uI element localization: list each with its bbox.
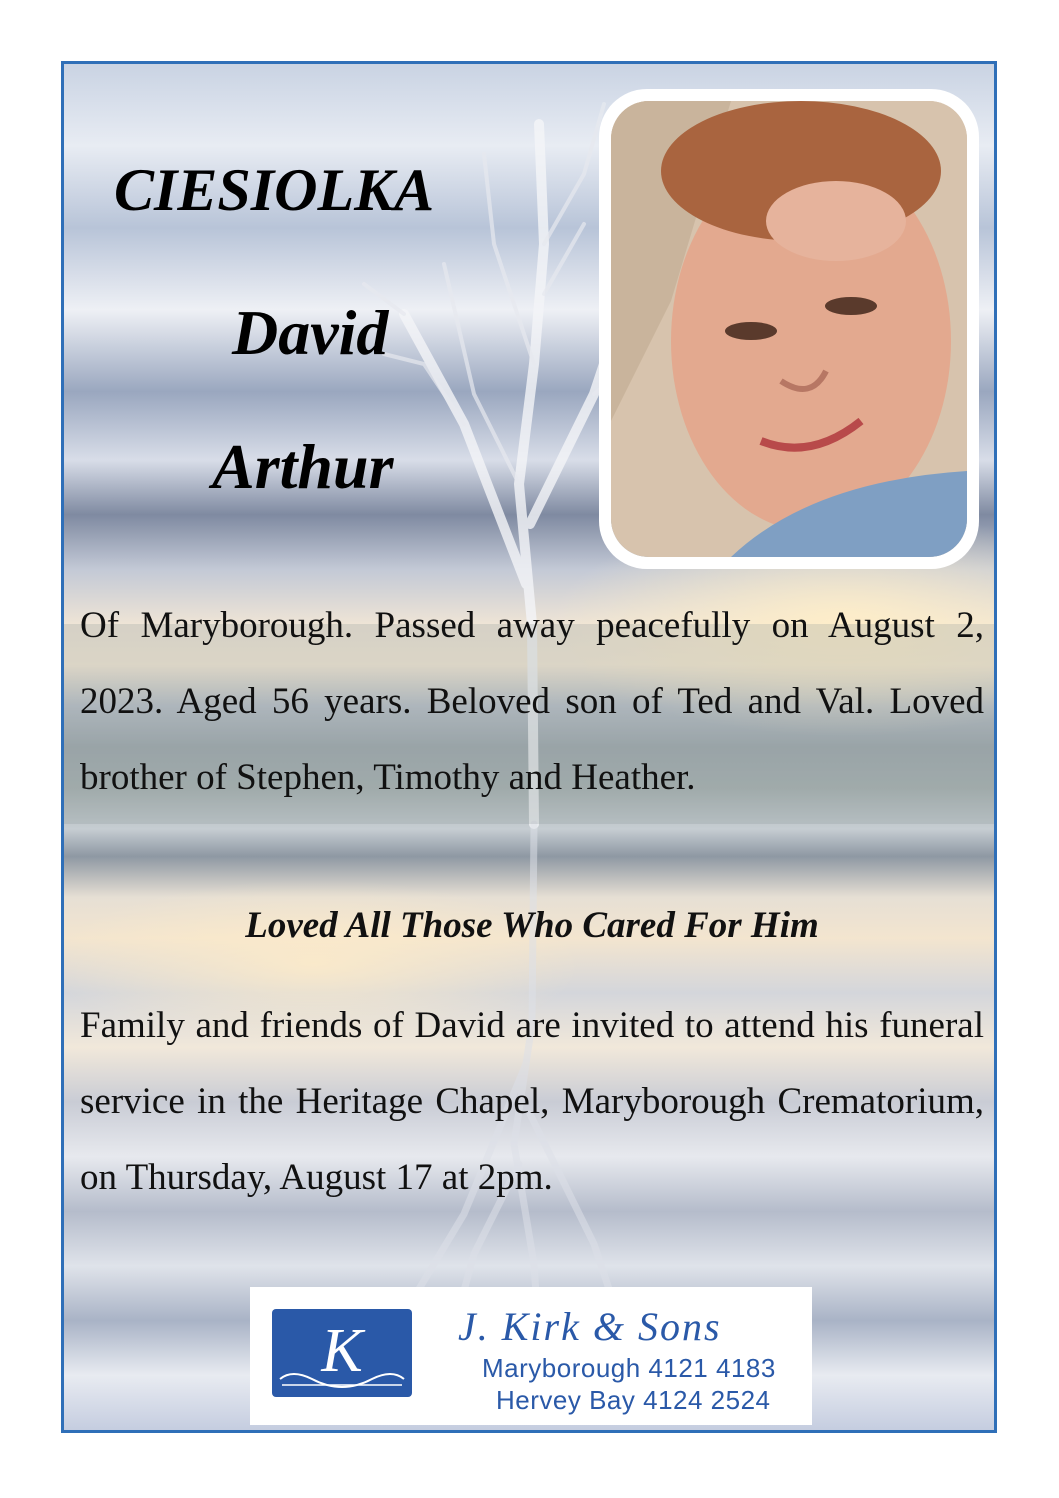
portrait-photo — [599, 89, 979, 569]
funeral-details-paragraph: Family and friends of David are invited to attend his funeral service in the Heritage Chapel, Maryborough Crematorium, on Thursday, August 17 at 2pm. — [80, 1005, 984, 1198]
given-name-second: Arthur — [212, 431, 394, 502]
portrait-image — [611, 101, 967, 557]
phone-hervey-bay: Hervey Bay 4124 2524 — [496, 1385, 771, 1415]
funeral-director-logo — [250, 1287, 812, 1425]
logo-letter: K — [321, 1317, 363, 1385]
surname-heading: CIESIOLKA — [114, 157, 435, 223]
tagline: Loved All Those Who Cared For Him — [245, 905, 819, 946]
kirk-logo-icon — [272, 1309, 412, 1397]
given-name-first: David — [232, 297, 389, 368]
notice-frame — [61, 61, 997, 1433]
funeral-director-name: J. Kirk & Sons — [458, 1304, 722, 1349]
phone-maryborough: Maryborough 4121 4183 — [482, 1353, 776, 1383]
obituary-paragraph: Of Maryborough. Passed away peacefully on August 2, 2023. Aged 56 years. Beloved son of Ted and Val. Loved brother of Stephen, Timothy and Heather. — [80, 605, 984, 798]
